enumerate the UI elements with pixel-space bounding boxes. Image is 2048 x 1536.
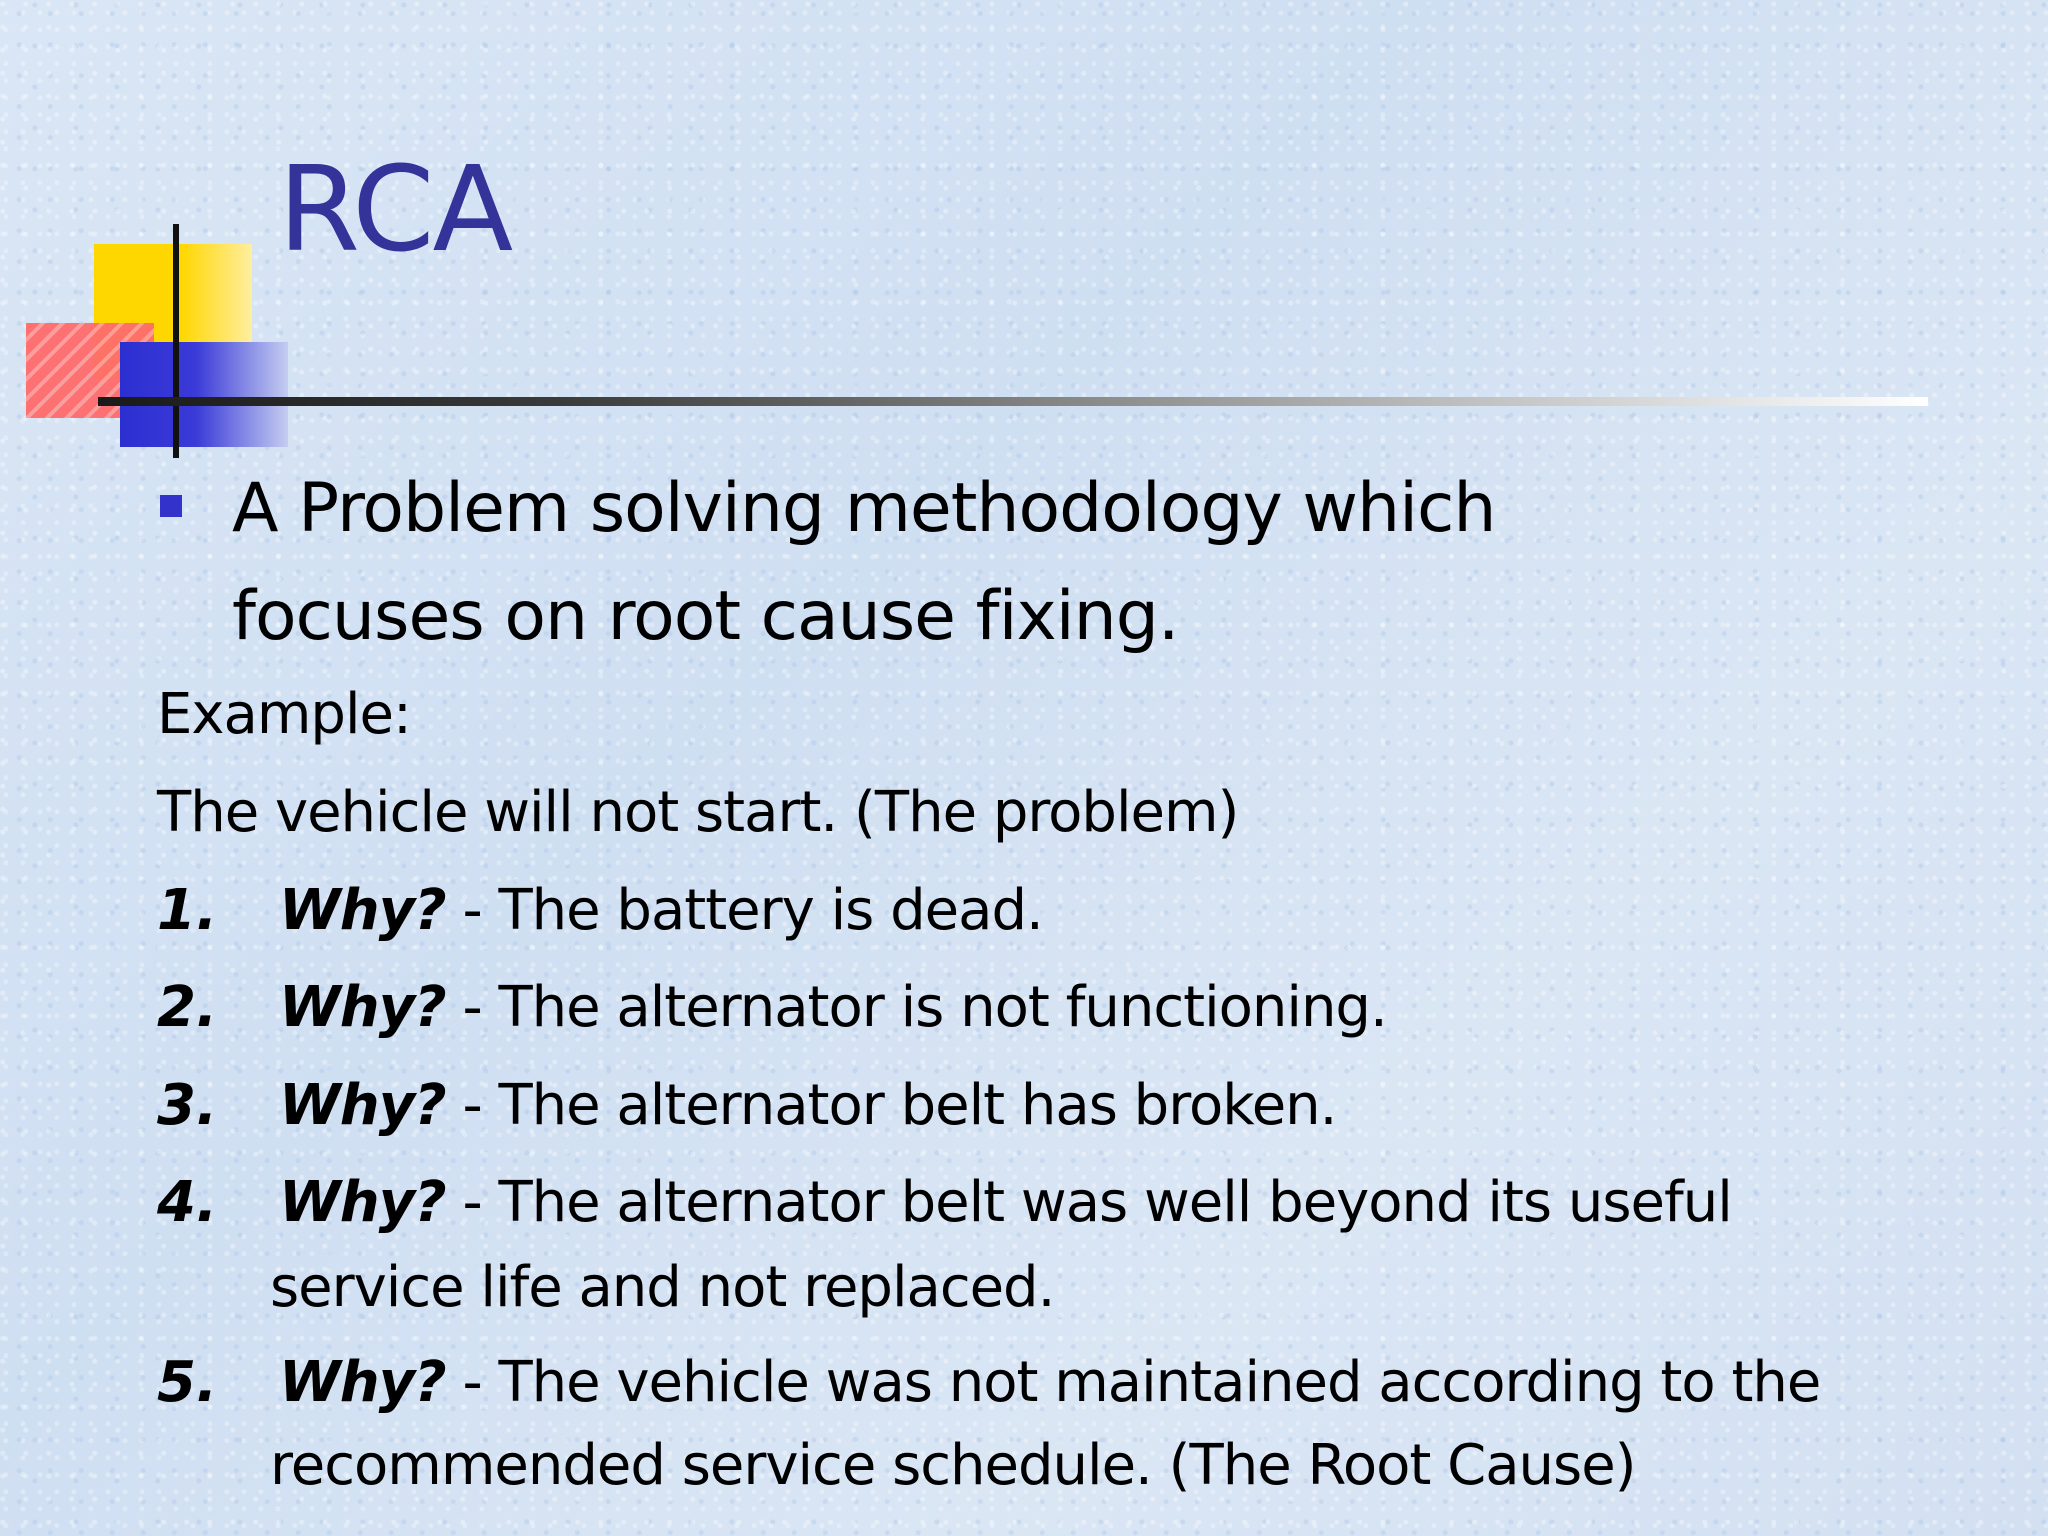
why-label: Why? bbox=[279, 1170, 446, 1235]
why-answer: - The alternator belt has broken. bbox=[462, 1073, 1337, 1138]
why-number: 1. bbox=[157, 878, 218, 943]
bullet-square-icon bbox=[160, 495, 182, 517]
why-number: 2. bbox=[157, 975, 218, 1040]
why-label: Why? bbox=[279, 1073, 446, 1138]
why-number: 3. bbox=[157, 1073, 218, 1138]
example-label: Example: bbox=[157, 682, 411, 747]
why-line bbox=[279, 1348, 1820, 1418]
why-line bbox=[279, 973, 1387, 1043]
title-divider-line bbox=[98, 397, 1928, 406]
why-answer: - The battery is dead. bbox=[462, 878, 1043, 943]
why-line bbox=[279, 1168, 1732, 1238]
logo-vertical-line bbox=[173, 224, 179, 458]
why-label: Why? bbox=[279, 1350, 446, 1415]
why-continuation: service life and not replaced. bbox=[270, 1255, 1055, 1320]
why-line bbox=[279, 1071, 1336, 1141]
why-label: Why? bbox=[279, 975, 446, 1040]
problem-statement: The vehicle will not start. (The problem) bbox=[157, 780, 1239, 845]
why-label: Why? bbox=[279, 878, 446, 943]
why-number: 4. bbox=[157, 1170, 218, 1235]
why-answer: - The alternator is not functioning. bbox=[462, 975, 1387, 1040]
logo-blue-square bbox=[120, 342, 288, 447]
why-continuation: recommended service schedule. (The Root Cause) bbox=[270, 1433, 1636, 1498]
bullet-text: A Problem solving methodology which focuses on root cause fixing. bbox=[232, 469, 1496, 656]
slide-title: RCA bbox=[278, 140, 512, 278]
why-answer: - The vehicle was not maintained according to the bbox=[462, 1350, 1821, 1415]
why-answer: - The alternator belt was well beyond its useful bbox=[462, 1170, 1732, 1235]
why-number: 5. bbox=[157, 1350, 218, 1415]
why-line bbox=[279, 876, 1043, 946]
